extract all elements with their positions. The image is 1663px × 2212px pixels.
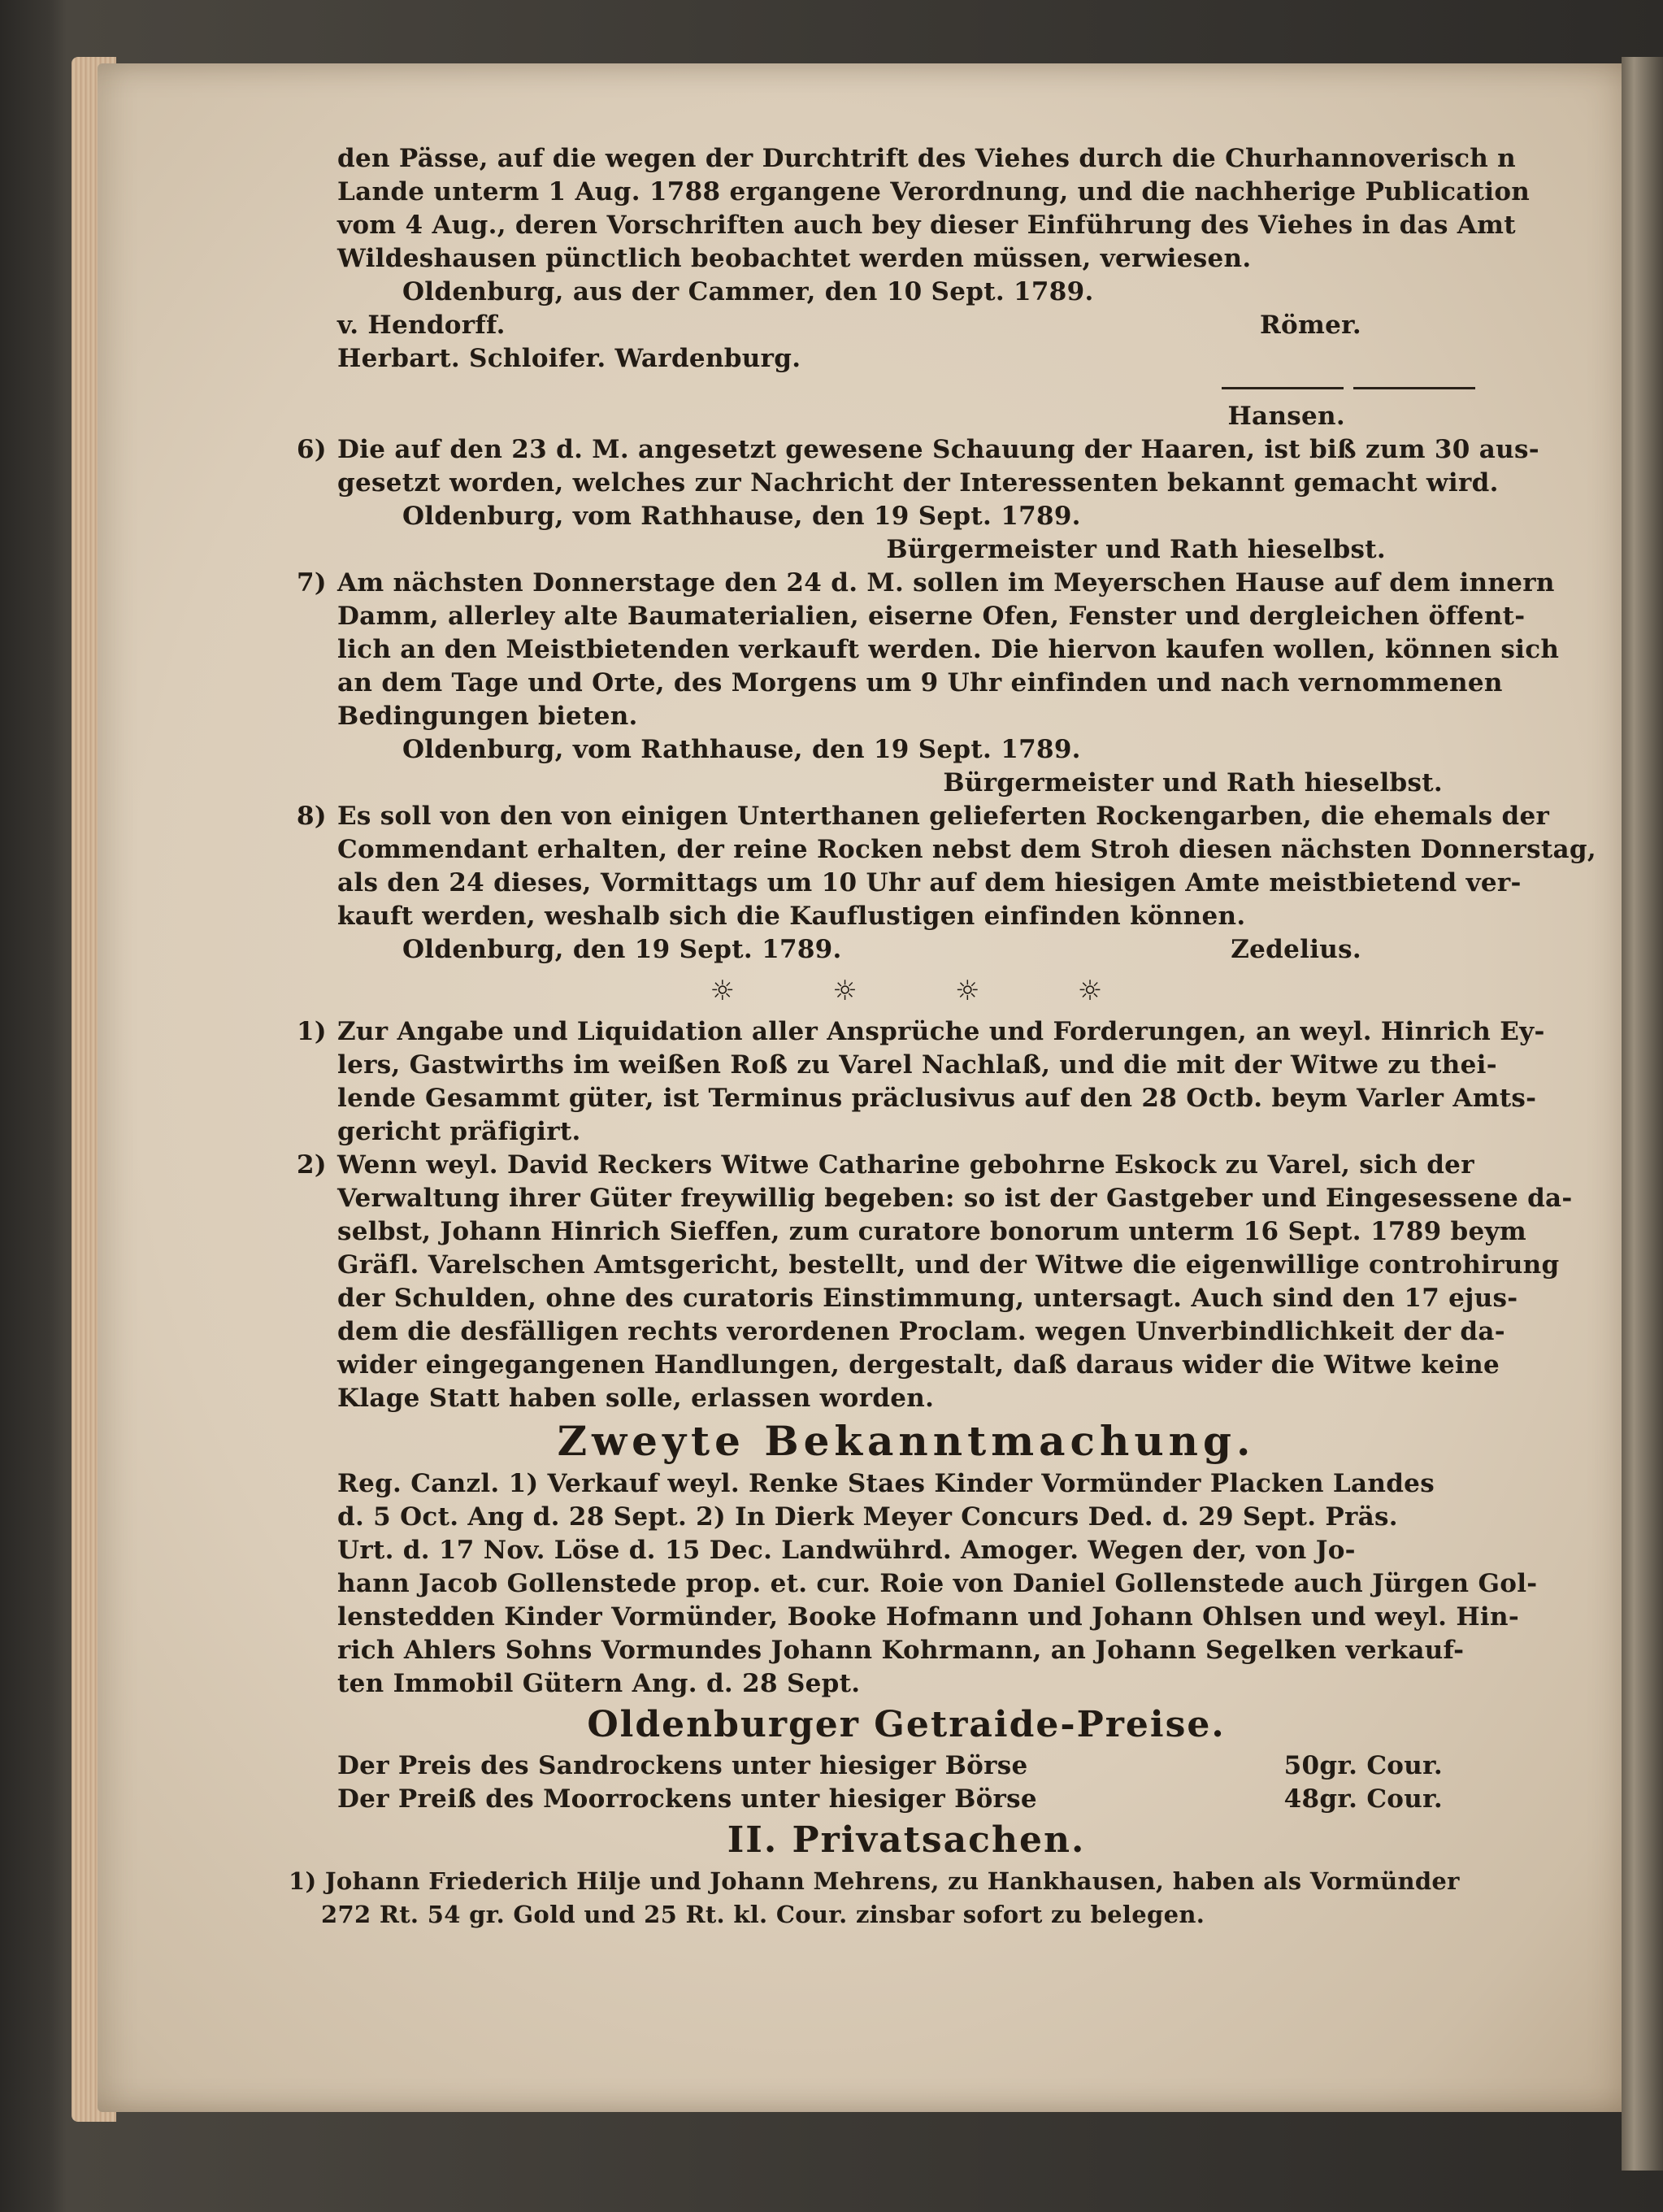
grain-prices [337,1749,1475,1816]
text-line: wider eingegangenen Handlungen, dergestalt, daß daraus wider die Witwe keine [337,1350,1500,1380]
notice-7 [297,567,1560,800]
place-date: Oldenburg, aus der Cammer, den 10 Sept. 1789. [402,277,1094,306]
signature-row [337,309,1475,342]
text-line: gesetzt worden, welches zur Nachricht der Interessenten bekannt gemacht wird. [337,468,1499,498]
signature-left: v. Hendorff. [337,311,506,340]
signature-right: Römer. [1259,311,1361,340]
item-number: 8) [297,802,327,831]
text-line: vom 4 Aug., deren Vorschriften auch bey dieser Einführung des Viehes in das Amt [337,211,1516,240]
private-matters [289,1865,1475,1932]
text-line: Wenn weyl. David Reckers Witwe Catharine gebohrne Eskock zu Varel, sich der [337,1150,1474,1180]
signature-rules [337,376,1475,400]
star-ornament-icon: ☼ [955,974,980,1007]
text-line: Verwaltung ihrer Güter freywillig begeben: so ist der Gastgeber und Eingesessene da- [337,1184,1573,1213]
price-label: Der Preiß des Moorrockens unter hiesiger Börse [337,1784,1037,1814]
text-line: Es soll von den von einigen Unterthanen gelieferten Rockengarben, die ehemals der [337,802,1550,831]
place-date-signature [337,933,1475,967]
place-date: Oldenburg, den 19 Sept. 1789. [402,935,842,964]
text-line: der Schulden, ohne des curatoris Einstimmung, untersagt. Auch sind den 17 ejus- [337,1284,1518,1313]
text-line: gericht präfigirt. [337,1117,581,1146]
signature-hansen: Hansen. [1227,402,1345,431]
signature-names: Herbart. Schloifer. Wardenburg. [337,344,801,373]
text-line: lende Gesammt güter, ist Terminus präclusivus auf den 28 Octb. beym Varler Amts- [337,1084,1537,1113]
text-line: d. 5 Oct. Ang d. 28 Sept. 2) In Dierk Meyer Concurs Ded. d. 29 Sept. Präs. [337,1502,1398,1532]
item-number: 6) [297,435,327,464]
star-ornament-icon: ☼ [710,974,736,1007]
text-line: kauft werden, weshalb sich die Kauflustigen einfinden können. [337,902,1246,931]
text-line: Am nächsten Donnerstage den 24 d. M. sollen im Meyerschen Hause auf dem innern [337,568,1555,598]
text-line: Klage Statt haben solle, erlassen worden. [337,1384,935,1413]
text-line: Reg. Canzl. 1) Verkauf weyl. Renke Staes Kinder Vormünder Placken Landes [337,1469,1435,1498]
text-line: dem die desfälligen rechts verordenen Proclam. wegen Unverbindlichkeit der da- [337,1317,1505,1346]
text-line: ten Immobil Gütern Ang. d. 28 Sept. [337,1669,861,1698]
text-line: als den 24 dieses, Vormittags um 10 Uhr auf dem hiesigen Amte meistbietend ver- [337,868,1522,897]
item-number: 1) [297,1017,327,1046]
price-label: Der Preis des Sandrockens unter hiesiger Börse [337,1751,1028,1780]
text-line: an dem Tage und Orte, des Morgens um 9 Uhr einfinden und nach vernommenen [337,668,1503,697]
place-date: Oldenburg, vom Rathhause, den 19 Sept. 1789. [402,735,1081,764]
signature: Bürgermeister und Rath hieselbst. [886,535,1386,564]
text-line: rich Ahlers Sohns Vormundes Johann Kohrmann, an Johann Segelken verkauf- [337,1636,1465,1665]
place-date: Oldenburg, vom Rathhause, den 19 Sept. 1789. [402,502,1081,531]
price-value: 48gr. Cour. [1283,1784,1443,1814]
book-gutter [1622,57,1663,2171]
star-ornament-icon: ☼ [832,974,858,1007]
text-line: Gräfl. Varelschen Amtsgericht, bestellt, und der Witwe die eigenwillige controhirung [337,1250,1560,1280]
price-row [337,1749,1475,1783]
text-line: hann Jacob Gollenstede prop. et. cur. Roie von Daniel Gollenstede auch Jürgen Gol- [337,1569,1538,1598]
heading-second-announcement: Zweyte Bekanntmachung. [557,1417,1256,1465]
price-row [337,1783,1475,1816]
notice-6 [297,433,1539,567]
item-number: 7) [297,568,327,598]
text-line: 1) Johann Friederich Hilje und Johann Mehrens, zu Hankhausen, haben als Vormünder [289,1867,1460,1895]
text-line: selbst, Johann Hinrich Sieffen, zum curatore bonorum unterm 16 Sept. 1789 beym [337,1217,1526,1246]
text-line: lers, Gastwirths im weißen Roß zu Varel Nachlaß, und die mit der Witwe zu thei- [337,1050,1497,1080]
second-announcement [337,1467,1538,1701]
text-line: lich an den Meistbietenden verkauft werden. Die hiervon kaufen wollen, können sich [337,635,1560,664]
text-line: lenstedden Kinder Vormünder, Booke Hofmann und Johann Ohlsen und weyl. Hin- [337,1602,1519,1632]
signature: Zedelius. [1231,935,1361,964]
section-divider [337,967,1475,1015]
notice-b1 [297,1015,1545,1149]
text-line: Commendant erhalten, der reine Rocken nebst dem Stroh diesen nächsten Donnerstag, [337,835,1596,864]
page-text [289,142,1596,1932]
paragraph-continuation [337,142,1531,433]
text-line: den Pässe, auf die wegen der Durchtrift des Viehes durch die Churhannoverisch n [337,144,1517,173]
price-value: 50gr. Cour. [1283,1751,1443,1780]
text-line: Wildeshausen pünctlich beobachtet werden müssen, verwiesen. [337,244,1252,273]
text-line: Bedingungen bieten. [337,702,638,731]
text-line: 272 Rt. 54 gr. Gold und 25 Rt. kl. Cour. zinsbar sofort zu belegen. [321,1901,1205,1928]
heading-grain-prices: Oldenburger Getraide-Preise. [587,1704,1226,1745]
text-line: Urt. d. 17 Nov. Löse d. 15 Dec. Landwührd. Amoger. Wegen der, von Jo- [337,1536,1356,1565]
notice-b2 [297,1149,1573,1415]
item-number: 2) [297,1150,327,1180]
text-line: Zur Angabe und Liquidation aller Ansprüche und Forderungen, an weyl. Hinrich Ey- [337,1017,1545,1046]
notice-8 [297,800,1596,967]
star-ornament-icon: ☼ [1077,974,1103,1007]
signature: Bürgermeister und Rath hieselbst. [943,768,1443,797]
text-line: Lande unterm 1 Aug. 1788 ergangene Verordnung, und die nachherige Publication [337,177,1531,206]
text-line: Damm, allerley alte Baumaterialien, eiserne Ofen, Fenster und dergleichen öffent- [337,602,1526,631]
heading-private-matters: II. Privatsachen. [727,1819,1086,1861]
text-line: Die auf den 23 d. M. angesetzt gewesene Schauung der Haaren, ist biß zum 30 aus- [337,435,1539,464]
